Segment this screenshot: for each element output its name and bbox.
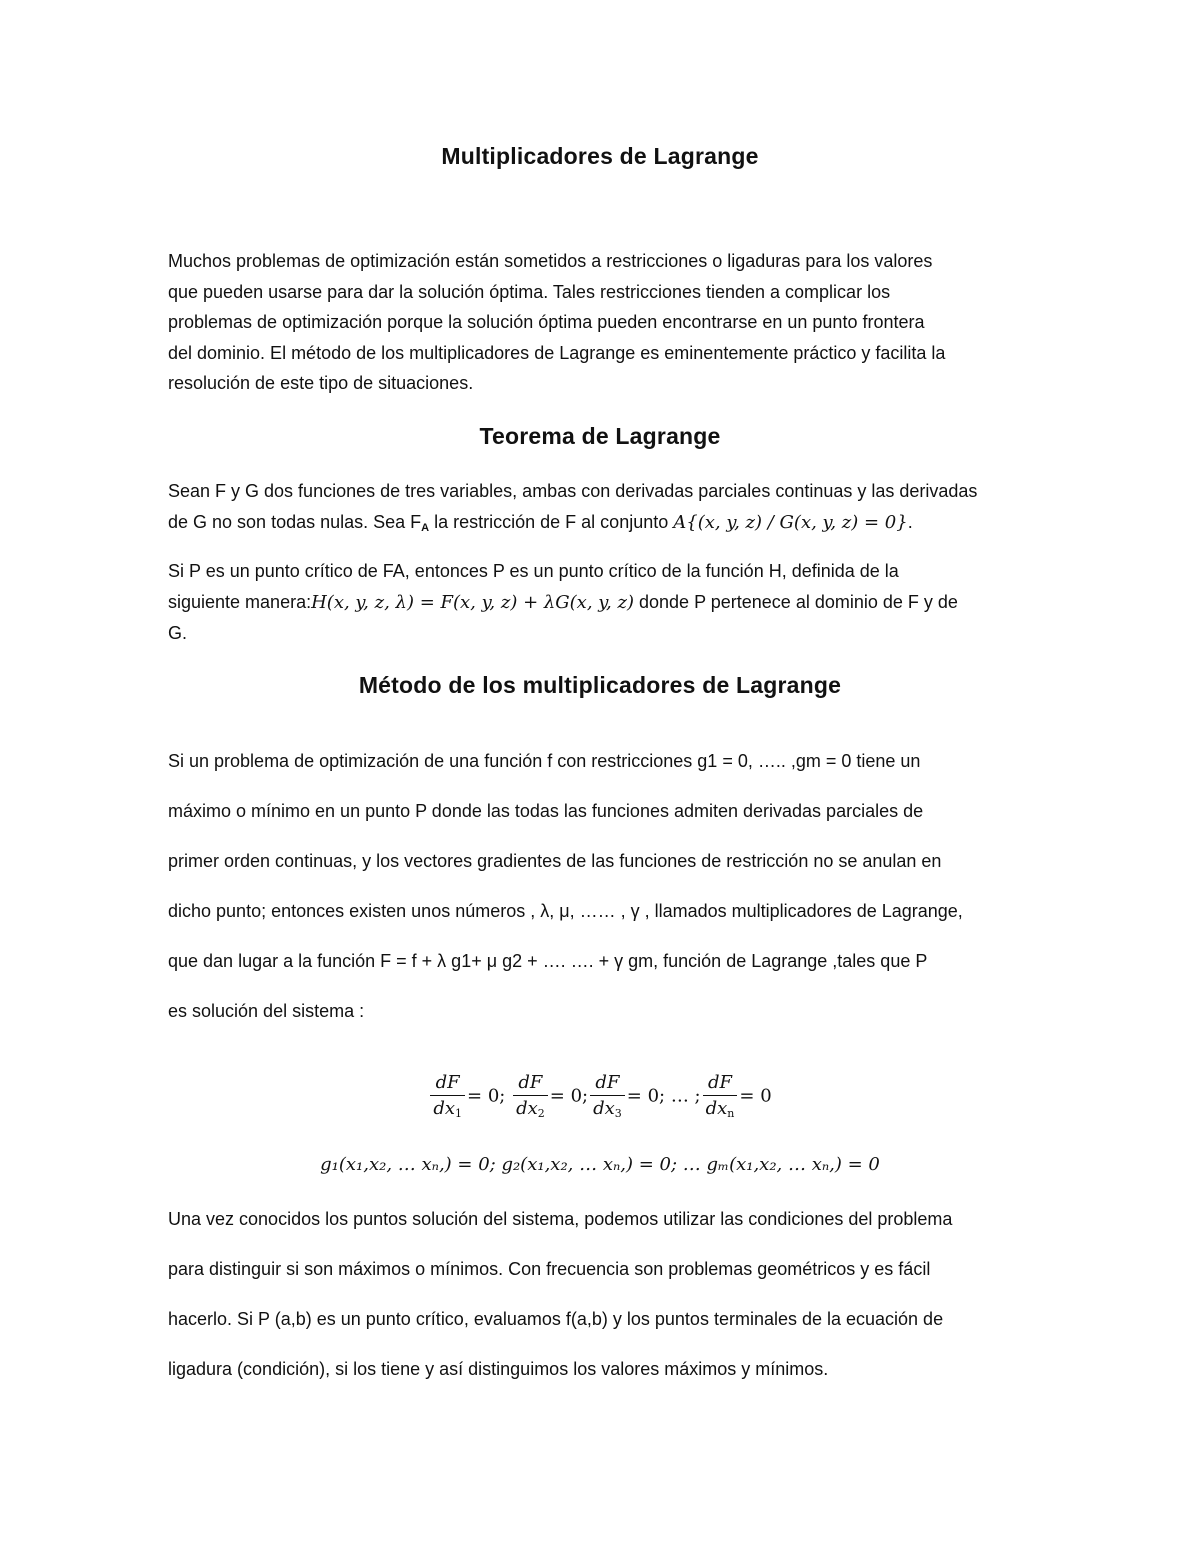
equals-text: = 0; … ; [626, 1085, 701, 1107]
theorem-paragraph-2 [168, 556, 1038, 649]
theorem-text: la restricción de F al conjunto [429, 511, 674, 532]
theorem-paragraph-1 [168, 476, 1038, 543]
fraction [513, 1072, 548, 1120]
theorem-text: siguiente manera: [168, 591, 312, 612]
den-text: dx [516, 1098, 538, 1119]
closing-line: para distinguir si son máximos o mínimos. Con frecuencia son problemas geométricos y es fácil [168, 1259, 931, 1279]
fraction-denominator [703, 1096, 738, 1120]
theorem-text: de G no son todas nulas. Sea F [168, 511, 422, 532]
equals-text: = 0; [467, 1085, 506, 1107]
method-line: primer orden continuas, y los vectores gradientes de las funciones de restricción no se anulan en [168, 851, 942, 871]
method-line: máximo o mínimo en un punto P donde las todas las funciones admiten derivadas parciales de [168, 801, 924, 821]
subscript: n [727, 1107, 735, 1120]
closing-line: Una vez conocidos los puntos solución del sistema, podemos utilizar las condiciones del problema [168, 1209, 953, 1229]
subscript: 1 [455, 1107, 463, 1120]
method-line: Si un problema de optimización de una función f con restricciones g1 = 0, ….. ,gm = 0 tiene un [168, 751, 921, 771]
theorem-line [168, 587, 1038, 619]
theorem-heading: Teorema de Lagrange [479, 423, 721, 449]
fraction-numerator: dF [703, 1072, 738, 1096]
method-line: que dan lugar a la función F = f + λ g1+ μ g2 + …. …. + γ gm, función de Lagrange ,tales que P [168, 951, 928, 971]
lagrangian-math: H(x, y, z, λ) = F(x, y, z) + λG(x, y, z) [311, 591, 635, 613]
closing-line: hacerlo. Si P (a,b) es un punto crítico, evaluamos f(a,b) y los puntos terminales de la ecuación de [168, 1309, 944, 1329]
intro-line: del dominio. El método de los multiplicadores de Lagrange es eminentemente práctico y facilita la [168, 342, 946, 363]
fraction-denominator [430, 1096, 465, 1120]
subscript: A [421, 521, 430, 534]
intro-line: resolución de este tipo de situaciones. [168, 373, 474, 393]
fraction-denominator [513, 1096, 548, 1120]
equals-text: = 0; [549, 1085, 589, 1107]
theorem-text: . [907, 511, 913, 532]
fraction-numerator: dF [513, 1072, 548, 1096]
fraction [430, 1072, 465, 1120]
constraint-equations: g₁(x₁,x₂, … xₙ,) = 0; g₂(x₁,x₂, … xₙ,) = 0; … gₘ(x₁,x₂, … xₙ,) = 0 [320, 1154, 880, 1175]
partial-derivative-equations [0, 1072, 1200, 1120]
method-line: es solución del sistema : [168, 1001, 365, 1021]
theorem-text: donde P pertenece al dominio de F y de [634, 591, 958, 612]
equals-text: = 0 [739, 1085, 772, 1107]
fraction-denominator [590, 1096, 625, 1120]
fraction-numerator: dF [430, 1072, 465, 1096]
fraction-numerator: dF [590, 1072, 625, 1096]
theorem-line: G. [168, 623, 188, 643]
document-title: Multiplicadores de Lagrange [441, 143, 759, 169]
fraction [590, 1072, 625, 1120]
subscript: 3 [614, 1107, 622, 1120]
theorem-line [168, 507, 1038, 544]
method-heading: Método de los multiplicadores de Lagrange [358, 672, 842, 698]
theorem-line: Sean F y G dos funciones de tres variables, ambas con derivadas parciales continuas y las derivadas [168, 481, 978, 501]
intro-paragraph [168, 246, 1038, 399]
den-text: dx [593, 1098, 615, 1119]
intro-line: Muchos problemas de optimización están sometidos a restricciones o ligaduras para los valores [168, 251, 933, 271]
intro-line: problemas de optimización porque la solución óptima pueden encontrarse en un punto frontera [168, 312, 925, 332]
method-line: dicho punto; entonces existen unos números , λ, μ, …… , γ , llamados multiplicadores de Lagrange, [168, 901, 963, 921]
den-text: dx [433, 1098, 456, 1119]
intro-line: que pueden usarse para dar la solución óptima. Tales restricciones tienden a complicar los [168, 281, 891, 302]
set-definition-math: A{(x, y, z) / G(x, y, z) = 0} [673, 511, 908, 533]
fraction [703, 1072, 738, 1120]
den-text: dx [705, 1098, 728, 1119]
theorem-line: Si P es un punto crítico de FA, entonces P es un punto crítico de la función H, definida de la [168, 561, 899, 581]
subscript: 2 [537, 1107, 545, 1120]
closing-line: ligadura (condición), si los tiene y así distinguimos los valores máximos y mínimos. [168, 1359, 829, 1379]
